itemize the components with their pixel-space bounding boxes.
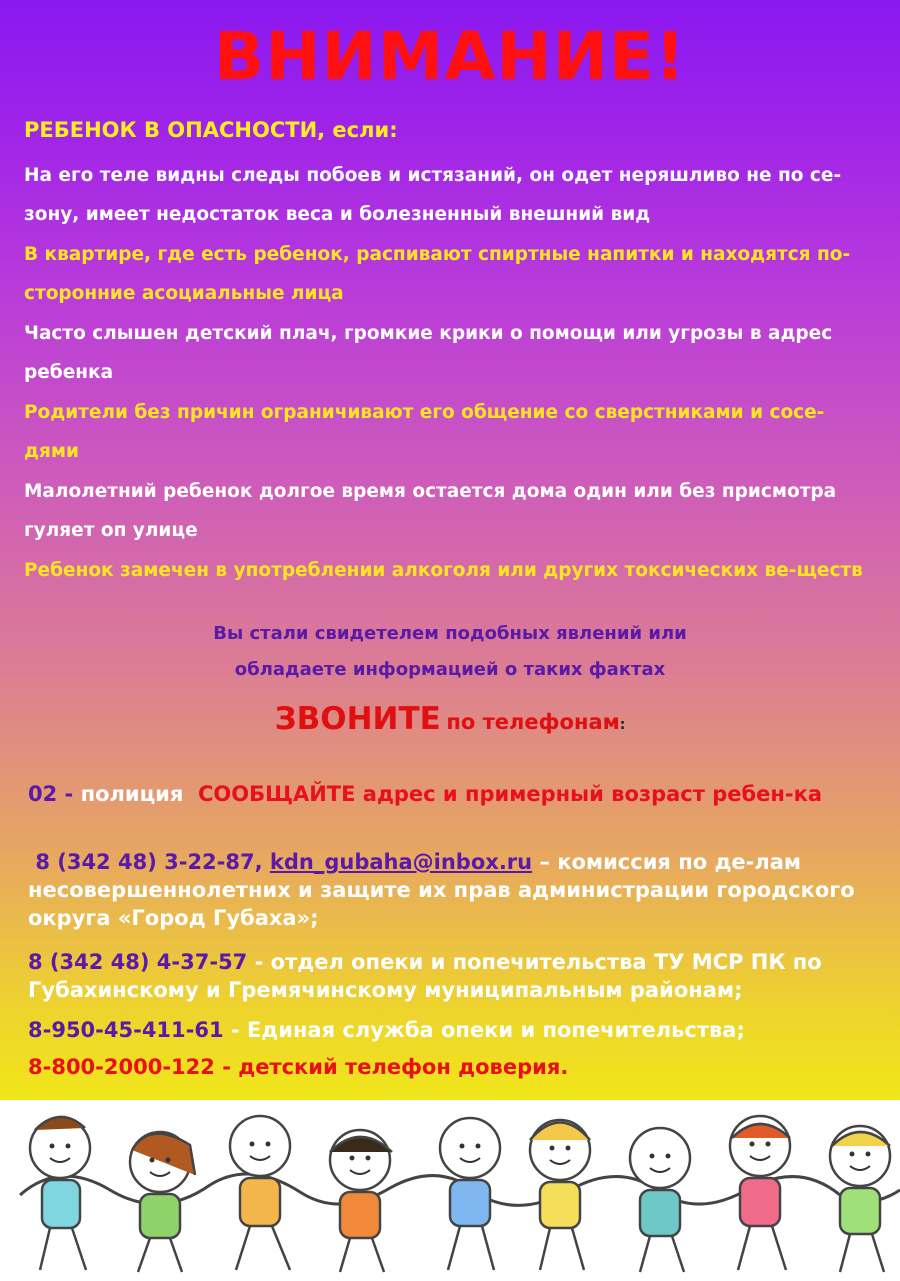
contact-sep: -	[254, 950, 264, 974]
witness-line-1: Вы стали свидетелем подобных явлений или	[213, 623, 687, 644]
contact-desc: Единая служба опеки и попечительства;	[246, 1018, 745, 1042]
contact-guardianship	[28, 948, 878, 1004]
children-illustration	[0, 1100, 900, 1277]
call-big: ЗВОНИТЕ	[274, 701, 441, 737]
contact-police	[28, 780, 878, 808]
page-title: ВНИМАНИЕ!	[213, 18, 687, 95]
warning-item-alcohol-home: В квартире, где есть ребенок, распивают спиртные напитки и находятся по-сторонние асоциальные лица	[24, 244, 851, 304]
warning-item-bruises: На его теле видны следы побоев и истязаний, он одет неряшливо не по се-зону, имеет недостаток веса и болезненный внешний вид	[24, 165, 842, 225]
contact-sep: -	[222, 1055, 231, 1079]
warning-item-substances: Ребенок замечен в употреблении алкоголя или других токсических ве-ществ	[24, 560, 863, 581]
contact-extra: СООБЩАЙТЕ адрес и примерный возраст ребен-ка	[198, 782, 823, 806]
contact-desc: отдел опеки и попечительства ТУ МСР ПК по Губахинскому и Гремячинскому муниципальным районам;	[28, 950, 822, 1002]
contact-unified-service	[28, 1016, 878, 1044]
contact-helpline	[28, 1053, 878, 1081]
warning-item-unattended: Малолетний ребенок долгое время остается дома один или без присмотра гуляет оп улице	[24, 481, 837, 541]
phone-number[interactable]: 8 (342 48) 3-22-87,	[35, 850, 263, 874]
email-link[interactable]: kdn_gubaha@inbox.ru	[269, 850, 533, 874]
contact-sep: -	[230, 1018, 240, 1042]
witness-line-2: обладаете информацией о таких фактах	[234, 659, 666, 680]
call-small: по телефонам	[446, 710, 620, 734]
phone-number[interactable]: 02 -	[28, 782, 74, 806]
call-heading	[0, 697, 900, 747]
warning-item-crying: Часто слышен детский плач, громкие крики о помощи или угрозы в адрес ребенка	[24, 323, 833, 383]
contact-desc: полиция	[80, 782, 184, 806]
contact-desc: детский телефон доверия.	[238, 1055, 569, 1079]
contact-desc: – комиссия по де-лам несовершеннолетних и защите их прав администрации городского округа «Город Губаха»;	[28, 850, 855, 930]
dancing-children-icon	[0, 1100, 900, 1277]
phone-number[interactable]: 8 (342 48) 4-37-57	[28, 950, 248, 974]
warning-item-isolation: Родители без причин ограничивают его общение со сверстниками и сосе-дями	[24, 402, 825, 462]
phone-number[interactable]: 8-950-45-411-61	[28, 1018, 224, 1042]
danger-subtitle: РЕБЕНОК В ОПАСНОСТИ, если:	[24, 118, 398, 142]
call-colon: :	[619, 717, 626, 733]
phone-number[interactable]: 8-800-2000-122	[28, 1055, 215, 1079]
contact-commission	[28, 848, 878, 932]
